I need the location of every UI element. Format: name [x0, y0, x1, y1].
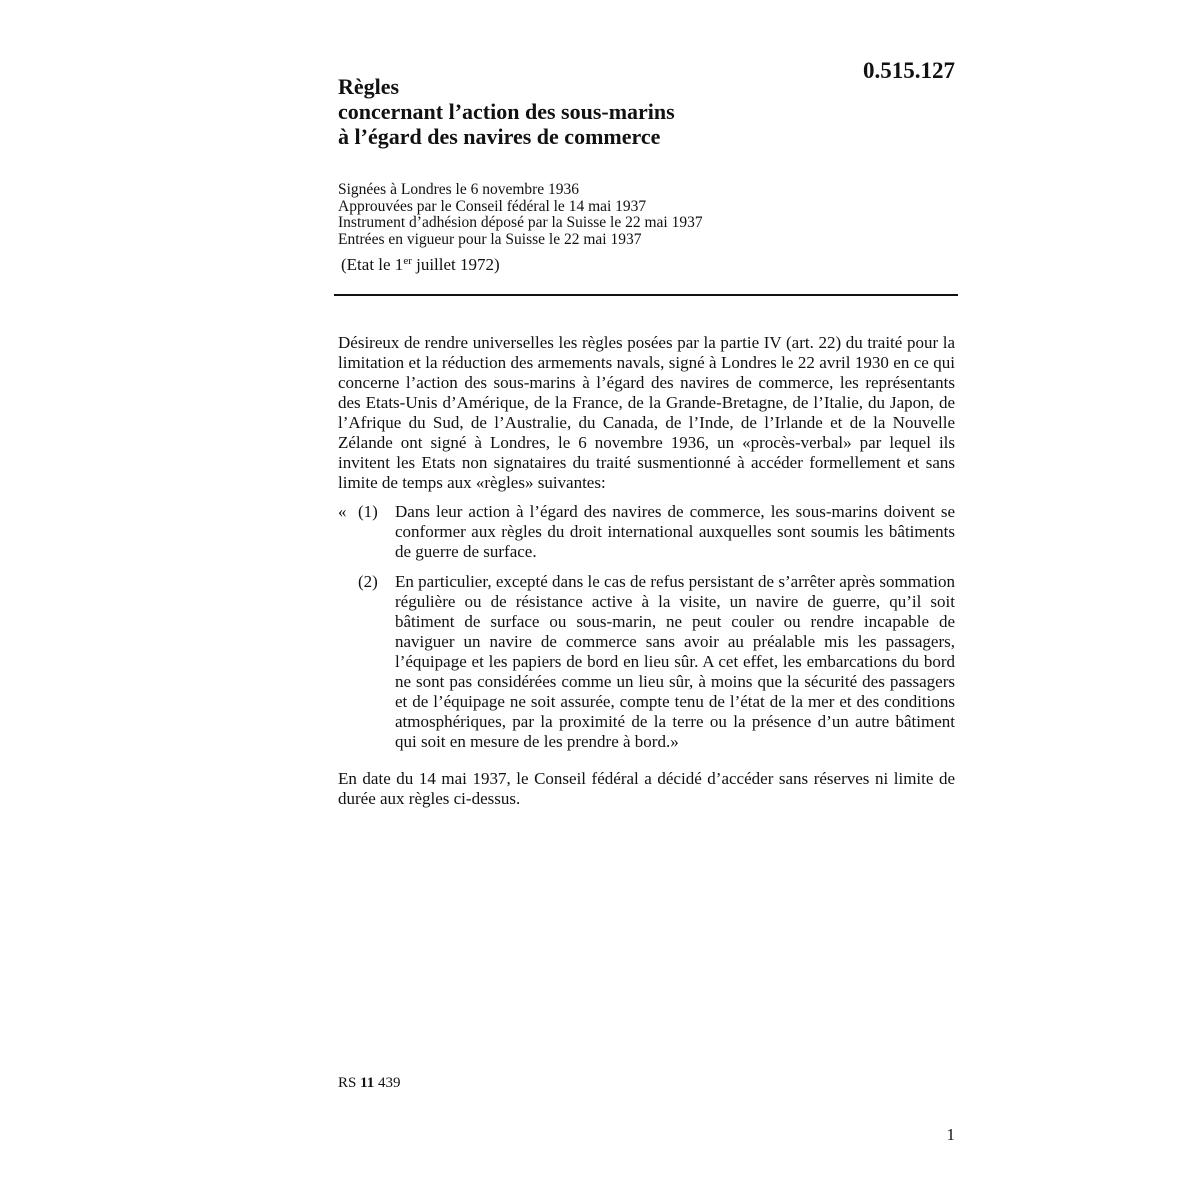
footer-reference: [338, 1075, 401, 1092]
sr-number: 0.515.127: [863, 58, 955, 83]
footer-prefix: RS: [338, 1075, 361, 1091]
rule-text: Dans leur action à l’égard des navires de commerce, les sous-marins doivent se conformer aux règles du droit international auxquelles sont soumis les bâtiments de guerre de surface.: [395, 502, 955, 561]
status-date: [341, 255, 500, 275]
footer-volume: 11: [360, 1075, 375, 1091]
title-line: à l’égard des navires de commerce: [338, 124, 661, 149]
meta-signed: Signées à Londres le 6 novembre 1936: [338, 181, 580, 198]
title-line: Règles: [338, 74, 400, 99]
document-metadata: [338, 182, 838, 248]
status-superscript: er: [403, 255, 412, 267]
title-line: concernant l’action des sous-marins: [338, 99, 675, 124]
status-suffix: juillet 1972): [411, 255, 500, 274]
rule-item-2: [338, 572, 955, 752]
opening-quote: «: [338, 502, 347, 521]
meta-approved: Approuvées par le Conseil fédéral le 14 mai 1937: [338, 197, 647, 215]
status-prefix: (Etat le 1: [341, 255, 404, 274]
meta-instrument: Instrument d’adhésion déposé par la Suisse le 22 mai 1937: [338, 214, 703, 231]
rules-list: [338, 502, 955, 752]
header-divider: [334, 294, 958, 296]
rule-number: (2): [358, 572, 378, 591]
footer-page: 439: [374, 1075, 401, 1091]
rule-item-1: [338, 502, 955, 562]
meta-entry-into-force: Entrées en vigueur pour la Suisse le 22 mai 1937: [338, 230, 642, 248]
rule-text: En particulier, excepté dans le cas de refus persistant de s’arrêter après sommation régulière ou de résistance active à la visite, un navire de guerre, qu’il soit bâtiment de surface ou sous-marin, ne peut couler ou rendre incapable de naviguer un navire de commerce sans avoir au préalable mis les passagers, l’équipage et les papiers de bord en lieu sûr. A cet effet, les embarcations du bord ne sont pas considérées comme un lieu sûr, à moins que la sécurité des passagers et de l’équipage ne soit assurée, compte tenu de l’état de la mer et des conditions atmosphériques, par la proximité de la terre ou la présence d’un autre bâtiment qui soit en mesure de les prendre à bord.»: [395, 572, 955, 751]
page-number: 1: [946, 1125, 955, 1144]
document-title: [338, 74, 798, 149]
rule-number: (1): [358, 502, 378, 521]
closing-paragraph: En date du 14 mai 1937, le Conseil fédéral a décidé d’accéder sans réserves ni limite de durée aux règles ci-dessus.: [338, 769, 955, 808]
intro-paragraph: Désireux de rendre universelles les règles posées par la partie IV (art. 22) du traité pour la limitation et la réduction des armements navals, signé à Londres le 22 avril 1930 en ce qui concerne l’action des sous-marins à l’égard des navires de commerce, les représentants des Etats-Unis d’Amérique, de la France, de la Grande-Bretagne, de l’Italie, du Japon, de l’Afrique du Sud, de l’Australie, du Canada, de l’Inde, de l’Irlande et de la Nouvelle Zélande ont signé à Londres, le 6 novembre 1936, un «procès-verbal» par lequel ils invitent les Etats non signataires du traité susmentionné à accéder formellement et sans limite de temps aux «règles» suivantes:: [338, 333, 955, 492]
